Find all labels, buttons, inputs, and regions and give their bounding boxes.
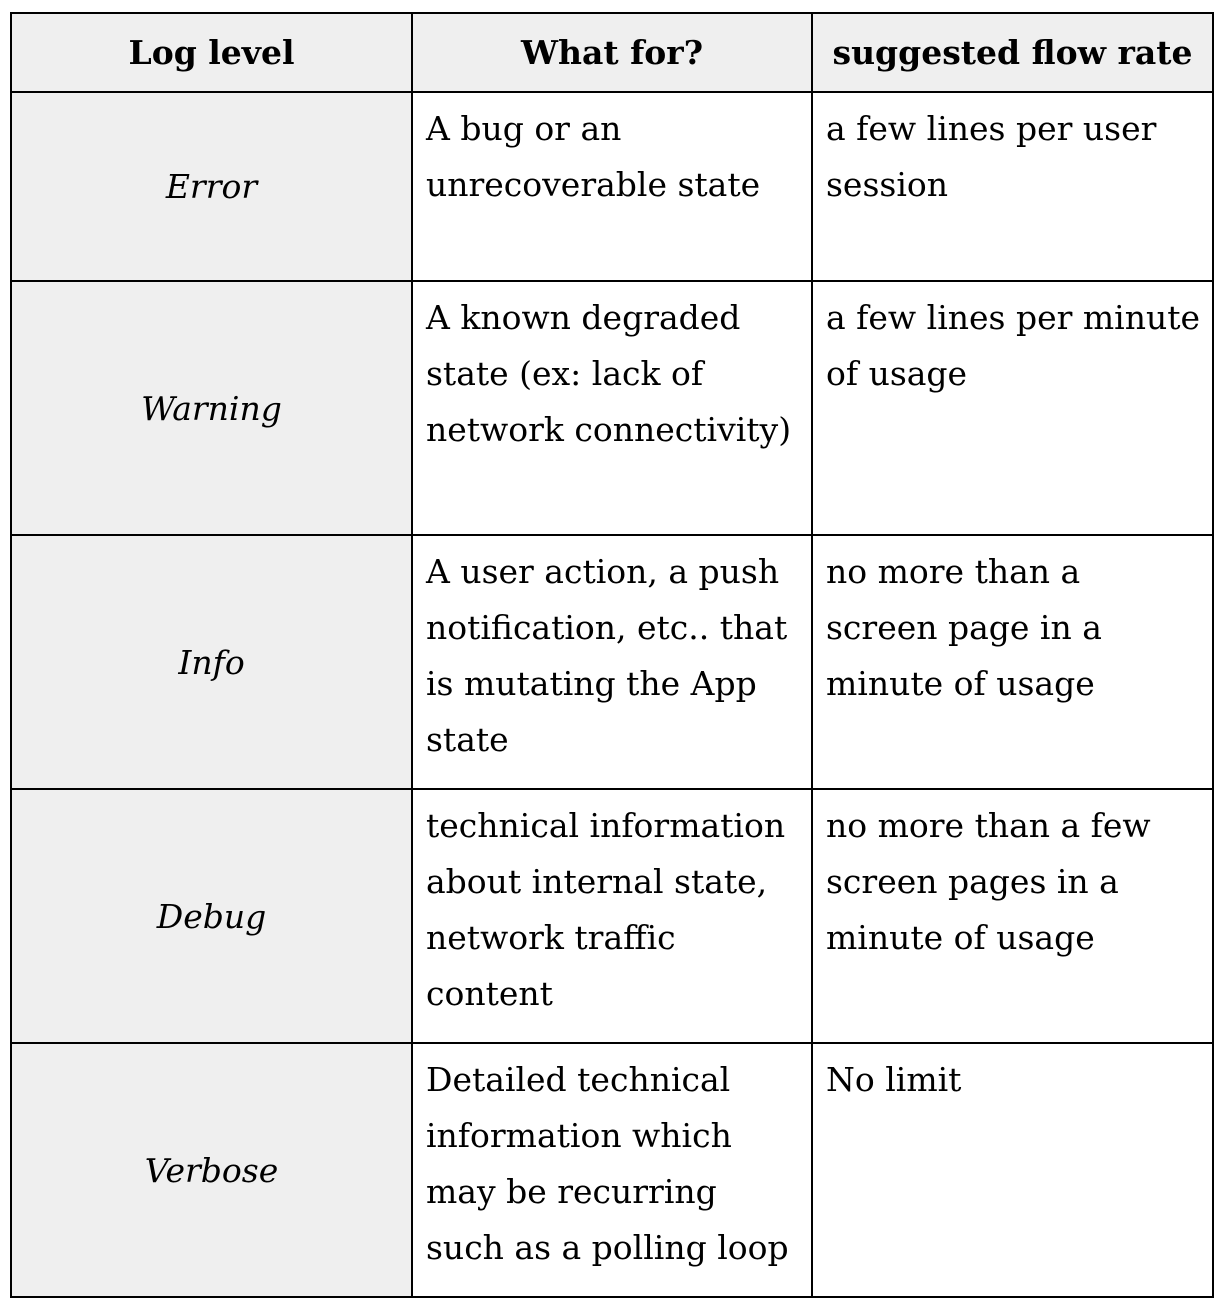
what-for-cell: technical information about internal state, network traffic content [412, 789, 812, 1043]
what-for-cell: A user action, a push notification, etc.. that is mutating the App state [412, 535, 812, 789]
log-level-cell: Error [11, 92, 412, 281]
flow-rate-cell: no more than a screen page in a minute of usage [812, 535, 1213, 789]
log-level-cell: Verbose [11, 1043, 412, 1297]
log-level-cell: Warning [11, 281, 412, 535]
log-level-cell: Debug [11, 789, 412, 1043]
table-row [11, 535, 1213, 789]
flow-rate-cell: a few lines per user session [812, 92, 1213, 281]
flow-rate-cell: no more than a few screen pages in a minute of usage [812, 789, 1213, 1043]
flow-rate-cell: No limit [812, 1043, 1213, 1297]
what-for-cell: A known degraded state (ex: lack of network connectivity) [412, 281, 812, 535]
header-log-level: Log level [11, 13, 412, 92]
log-level-table [10, 12, 1214, 1298]
table-row [11, 281, 1213, 535]
what-for-cell: A bug or an unrecoverable state [412, 92, 812, 281]
log-level-cell: Info [11, 535, 412, 789]
header-what-for: What for? [412, 13, 812, 92]
table-header-row [11, 13, 1213, 92]
header-flow-rate: suggested flow rate [812, 13, 1213, 92]
table-row [11, 789, 1213, 1043]
what-for-cell: Detailed technical information which may be recurring such as a polling loop [412, 1043, 812, 1297]
flow-rate-cell: a few lines per minute of usage [812, 281, 1213, 535]
table-row [11, 92, 1213, 281]
table-row [11, 1043, 1213, 1297]
